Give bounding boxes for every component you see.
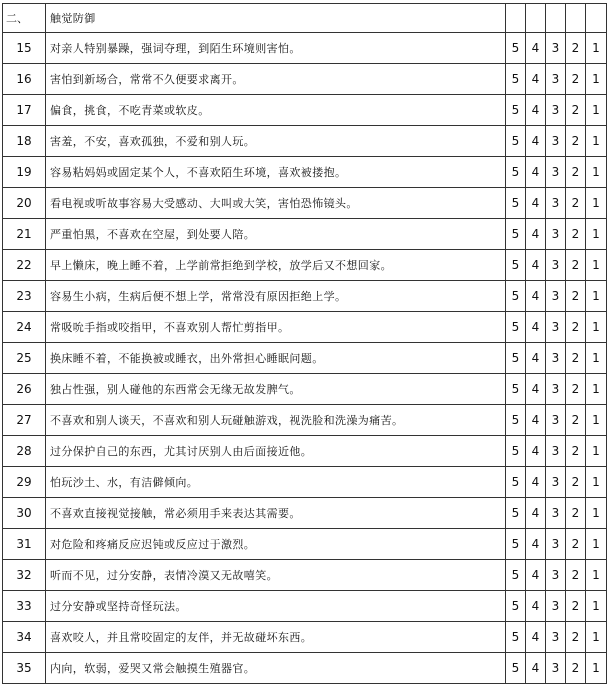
score-option-1[interactable]: 1 — [586, 188, 607, 219]
question-row — [3, 219, 607, 250]
score-option-4[interactable]: 4 — [526, 250, 546, 281]
question-number: 28 — [3, 436, 46, 467]
score-option-4[interactable]: 4 — [526, 157, 546, 188]
score-option-5[interactable]: 5 — [506, 250, 526, 281]
score-option-5[interactable]: 5 — [506, 343, 526, 374]
question-row — [3, 591, 607, 622]
score-option-1[interactable]: 1 — [586, 560, 607, 591]
score-option-2[interactable]: 2 — [566, 374, 586, 405]
question-text: 对亲人特别暴躁，强词夺理，到陌生环境则害怕。 — [46, 33, 506, 64]
score-option-2[interactable]: 2 — [566, 653, 586, 684]
score-option-4[interactable]: 4 — [526, 126, 546, 157]
score-option-5[interactable]: 5 — [506, 281, 526, 312]
score-option-1[interactable]: 1 — [586, 219, 607, 250]
score-option-1[interactable]: 1 — [586, 281, 607, 312]
question-row — [3, 622, 607, 653]
score-option-1[interactable]: 1 — [586, 374, 607, 405]
score-option-2[interactable]: 2 — [566, 95, 586, 126]
question-text: 看电视或听故事容易大受感动、大叫或大笑，害怕恐怖镜头。 — [46, 188, 506, 219]
score-option-3[interactable]: 3 — [546, 436, 566, 467]
score-option-1[interactable]: 1 — [586, 529, 607, 560]
score-option-3[interactable]: 3 — [546, 622, 566, 653]
score-option-5[interactable]: 5 — [506, 33, 526, 64]
score-option-2[interactable]: 2 — [566, 33, 586, 64]
score-option-4[interactable]: 4 — [526, 622, 546, 653]
question-row — [3, 529, 607, 560]
score-option-3[interactable]: 3 — [546, 467, 566, 498]
score-option-5[interactable]: 5 — [506, 498, 526, 529]
score-option-2[interactable]: 2 — [566, 560, 586, 591]
score-option-5[interactable]: 5 — [506, 374, 526, 405]
question-text: 对危险和疼痛反应迟钝或反应过于激烈。 — [46, 529, 506, 560]
question-number: 35 — [3, 653, 46, 684]
question-number: 32 — [3, 560, 46, 591]
score-option-3[interactable]: 3 — [546, 250, 566, 281]
score-option-2[interactable]: 2 — [566, 64, 586, 95]
empty-score-cell — [586, 4, 607, 33]
score-option-3[interactable]: 3 — [546, 405, 566, 436]
question-text: 偏食，挑食，不吃青菜或软皮。 — [46, 95, 506, 126]
score-option-5[interactable]: 5 — [506, 467, 526, 498]
score-option-5[interactable]: 5 — [506, 95, 526, 126]
question-number: 26 — [3, 374, 46, 405]
question-text: 不喜欢和别人谈天，不喜欢和别人玩碰触游戏，视洗脸和洗澡为痛苦。 — [46, 405, 506, 436]
question-text: 不喜欢直接视觉接触，常必须用手来表达其需要。 — [46, 498, 506, 529]
score-option-5[interactable]: 5 — [506, 653, 526, 684]
score-option-2[interactable]: 2 — [566, 591, 586, 622]
score-option-4[interactable]: 4 — [526, 33, 546, 64]
question-number: 21 — [3, 219, 46, 250]
question-text: 严重怕黑，不喜欢在空屋，到处要人陪。 — [46, 219, 506, 250]
section-number: 二、 — [3, 4, 46, 33]
question-row — [3, 33, 607, 64]
question-text: 怕玩沙土、水，有洁僻倾向。 — [46, 467, 506, 498]
score-option-2[interactable]: 2 — [566, 188, 586, 219]
score-option-2[interactable]: 2 — [566, 126, 586, 157]
score-option-4[interactable]: 4 — [526, 95, 546, 126]
question-row — [3, 498, 607, 529]
question-text: 过分保护自己的东西，尤其讨厌别人由后面接近他。 — [46, 436, 506, 467]
question-row — [3, 312, 607, 343]
question-row — [3, 560, 607, 591]
score-option-5[interactable]: 5 — [506, 405, 526, 436]
score-option-3[interactable]: 3 — [546, 312, 566, 343]
question-row — [3, 250, 607, 281]
question-text: 过分安静或坚持奇怪玩法。 — [46, 591, 506, 622]
score-option-1[interactable]: 1 — [586, 64, 607, 95]
score-option-1[interactable]: 1 — [586, 498, 607, 529]
score-option-3[interactable]: 3 — [546, 219, 566, 250]
question-text: 害怕到新场合，常常不久便要求离开。 — [46, 64, 506, 95]
score-option-5[interactable]: 5 — [506, 188, 526, 219]
score-option-1[interactable]: 1 — [586, 622, 607, 653]
score-option-1[interactable]: 1 — [586, 312, 607, 343]
score-option-2[interactable]: 2 — [566, 250, 586, 281]
score-option-3[interactable]: 3 — [546, 33, 566, 64]
score-option-4[interactable]: 4 — [526, 281, 546, 312]
score-option-1[interactable]: 1 — [586, 126, 607, 157]
question-text: 换床睡不着，不能换被或睡衣，出外常担心睡眠问题。 — [46, 343, 506, 374]
score-option-3[interactable]: 3 — [546, 157, 566, 188]
score-option-1[interactable]: 1 — [586, 250, 607, 281]
score-option-2[interactable]: 2 — [566, 312, 586, 343]
question-row — [3, 157, 607, 188]
question-row — [3, 405, 607, 436]
question-number: 29 — [3, 467, 46, 498]
score-option-1[interactable]: 1 — [586, 591, 607, 622]
question-text: 常吸吮手指或咬指甲，不喜欢别人帮忙剪指甲。 — [46, 312, 506, 343]
section-title: 触觉防御 — [46, 4, 506, 33]
question-row — [3, 653, 607, 684]
score-option-5[interactable]: 5 — [506, 529, 526, 560]
score-option-4[interactable]: 4 — [526, 467, 546, 498]
score-option-4[interactable]: 4 — [526, 436, 546, 467]
question-number: 31 — [3, 529, 46, 560]
question-number: 33 — [3, 591, 46, 622]
score-option-3[interactable]: 3 — [546, 374, 566, 405]
empty-score-cell — [506, 4, 526, 33]
question-row — [3, 374, 607, 405]
question-text: 喜欢咬人，并且常咬固定的友伴，并无故碰坏东西。 — [46, 622, 506, 653]
question-text: 容易粘妈妈或固定某个人，不喜欢陌生环境，喜欢被搂抱。 — [46, 157, 506, 188]
score-option-4[interactable]: 4 — [526, 188, 546, 219]
score-option-1[interactable]: 1 — [586, 436, 607, 467]
score-option-2[interactable]: 2 — [566, 622, 586, 653]
score-option-1[interactable]: 1 — [586, 33, 607, 64]
question-number: 15 — [3, 33, 46, 64]
score-option-4[interactable]: 4 — [526, 653, 546, 684]
score-option-5[interactable]: 5 — [506, 622, 526, 653]
question-number: 22 — [3, 250, 46, 281]
question-number: 17 — [3, 95, 46, 126]
questionnaire-table — [2, 3, 607, 684]
score-option-3[interactable]: 3 — [546, 64, 566, 95]
question-row — [3, 126, 607, 157]
score-option-3[interactable]: 3 — [546, 591, 566, 622]
empty-score-cell — [546, 4, 566, 33]
question-text: 容易生小病，生病后便不想上学，常常没有原因拒绝上学。 — [46, 281, 506, 312]
question-number: 16 — [3, 64, 46, 95]
score-option-3[interactable]: 3 — [546, 126, 566, 157]
score-option-4[interactable]: 4 — [526, 374, 546, 405]
score-option-5[interactable]: 5 — [506, 436, 526, 467]
question-row — [3, 436, 607, 467]
question-row — [3, 188, 607, 219]
question-number: 34 — [3, 622, 46, 653]
empty-score-cell — [566, 4, 586, 33]
score-option-2[interactable]: 2 — [566, 405, 586, 436]
question-number: 18 — [3, 126, 46, 157]
score-option-3[interactable]: 3 — [546, 281, 566, 312]
score-option-3[interactable]: 3 — [546, 653, 566, 684]
question-number: 23 — [3, 281, 46, 312]
score-option-2[interactable]: 2 — [566, 281, 586, 312]
score-option-4[interactable]: 4 — [526, 498, 546, 529]
empty-score-cell — [526, 4, 546, 33]
score-option-2[interactable]: 2 — [566, 467, 586, 498]
score-option-4[interactable]: 4 — [526, 529, 546, 560]
score-option-2[interactable]: 2 — [566, 219, 586, 250]
score-option-1[interactable]: 1 — [586, 653, 607, 684]
score-option-5[interactable]: 5 — [506, 126, 526, 157]
score-option-4[interactable]: 4 — [526, 591, 546, 622]
score-option-4[interactable]: 4 — [526, 343, 546, 374]
question-row — [3, 281, 607, 312]
question-number: 25 — [3, 343, 46, 374]
score-option-1[interactable]: 1 — [586, 343, 607, 374]
question-text: 早上懒床，晚上睡不着，上学前常拒绝到学校，放学后又不想回家。 — [46, 250, 506, 281]
section-header-row — [3, 4, 607, 33]
question-row — [3, 95, 607, 126]
score-option-5[interactable]: 5 — [506, 591, 526, 622]
question-row — [3, 343, 607, 374]
question-text: 害羞，不安，喜欢孤独，不爱和别人玩。 — [46, 126, 506, 157]
question-row — [3, 467, 607, 498]
score-option-5[interactable]: 5 — [506, 560, 526, 591]
score-option-3[interactable]: 3 — [546, 529, 566, 560]
question-number: 27 — [3, 405, 46, 436]
score-option-1[interactable]: 1 — [586, 467, 607, 498]
score-option-4[interactable]: 4 — [526, 219, 546, 250]
score-option-4[interactable]: 4 — [526, 312, 546, 343]
score-option-3[interactable]: 3 — [546, 95, 566, 126]
score-option-3[interactable]: 3 — [546, 188, 566, 219]
question-text: 独占性强，别人碰他的东西常会无缘无故发脾气。 — [46, 374, 506, 405]
score-option-5[interactable]: 5 — [506, 64, 526, 95]
score-option-1[interactable]: 1 — [586, 95, 607, 126]
score-option-5[interactable]: 5 — [506, 157, 526, 188]
score-option-4[interactable]: 4 — [526, 405, 546, 436]
score-option-2[interactable]: 2 — [566, 436, 586, 467]
score-option-2[interactable]: 2 — [566, 343, 586, 374]
question-number: 19 — [3, 157, 46, 188]
score-option-3[interactable]: 3 — [546, 560, 566, 591]
score-option-5[interactable]: 5 — [506, 312, 526, 343]
score-option-1[interactable]: 1 — [586, 405, 607, 436]
score-option-4[interactable]: 4 — [526, 560, 546, 591]
score-option-2[interactable]: 2 — [566, 498, 586, 529]
score-option-5[interactable]: 5 — [506, 219, 526, 250]
score-option-3[interactable]: 3 — [546, 498, 566, 529]
score-option-1[interactable]: 1 — [586, 157, 607, 188]
question-number: 30 — [3, 498, 46, 529]
score-option-2[interactable]: 2 — [566, 157, 586, 188]
question-number: 20 — [3, 188, 46, 219]
question-number: 24 — [3, 312, 46, 343]
question-text: 听而不见，过分安静，表情冷漠又无故嘻笑。 — [46, 560, 506, 591]
question-text: 内向，软弱，爱哭又常会触摸生殖器官。 — [46, 653, 506, 684]
score-option-3[interactable]: 3 — [546, 343, 566, 374]
question-row — [3, 64, 607, 95]
score-option-4[interactable]: 4 — [526, 64, 546, 95]
score-option-2[interactable]: 2 — [566, 529, 586, 560]
